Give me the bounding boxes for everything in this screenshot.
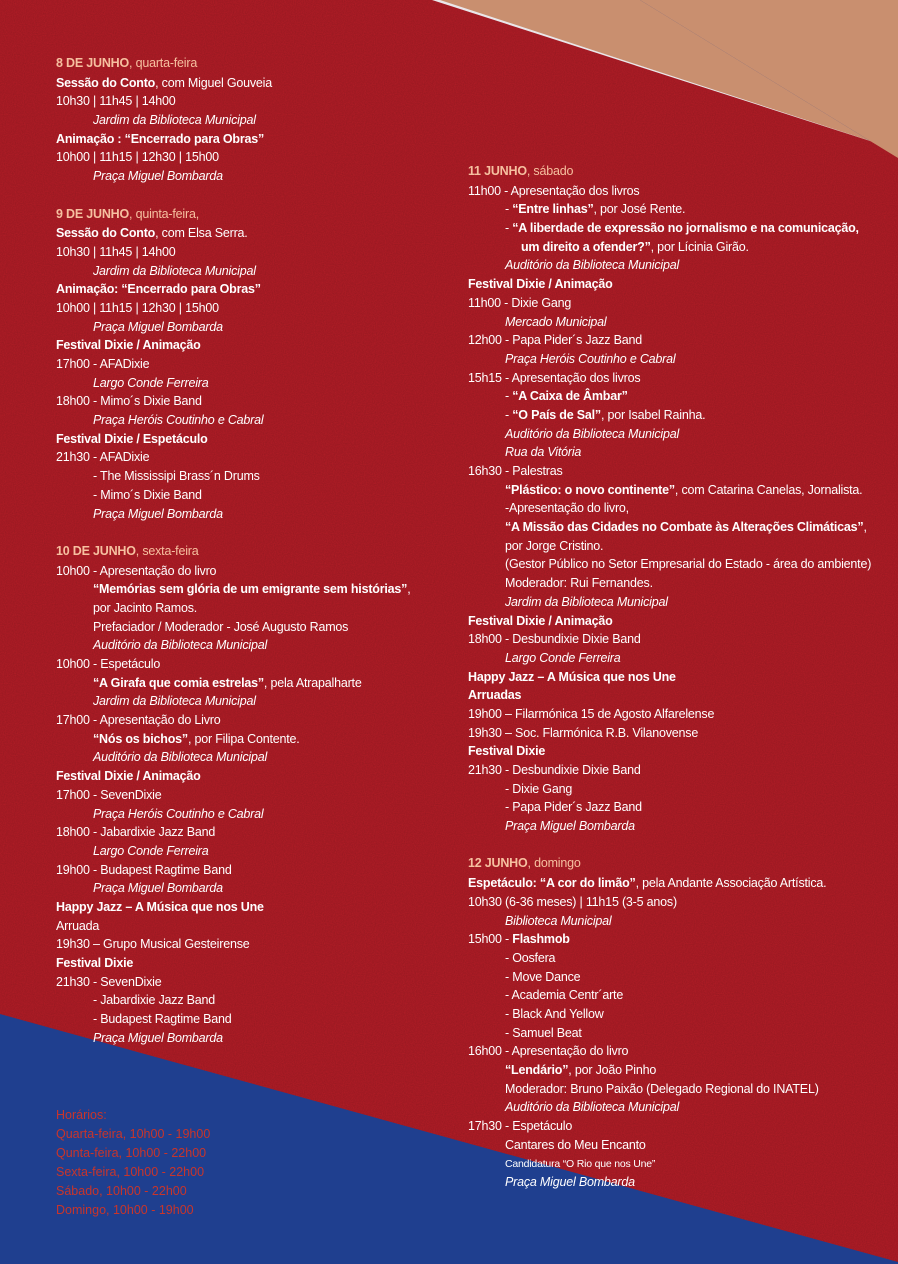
event-text: , bbox=[863, 520, 867, 535]
event-text: 10h00 | 11h15 | 12h30 | 15h00 bbox=[56, 300, 219, 315]
schedule-line bbox=[56, 224, 456, 243]
event-title: Arruadas bbox=[468, 688, 522, 703]
day-date: 10 DE JUNHO bbox=[56, 543, 136, 558]
title-text: “A liberdade de expressão no jornalismo e na comunicação, bbox=[512, 221, 859, 236]
schedule-line bbox=[468, 462, 888, 481]
schedule-line bbox=[468, 798, 888, 817]
schedule-line bbox=[56, 486, 456, 505]
detail-text: por Jorge Cristino. bbox=[505, 538, 604, 553]
event-text: , por João Pinho bbox=[568, 1063, 657, 1077]
event-text: , com Miguel Gouveia bbox=[155, 75, 272, 90]
schedule-line bbox=[468, 238, 888, 257]
schedule-line bbox=[56, 655, 456, 674]
venue-text: Praça Heróis Coutinho e Cabral bbox=[505, 351, 676, 366]
schedule-line bbox=[56, 355, 456, 374]
schedule-line bbox=[56, 467, 456, 486]
day-date: 9 DE JUNHO bbox=[56, 206, 130, 221]
detail-text: Moderador: Bruno Paixão (Delegado Regional do INATEL) bbox=[505, 1081, 819, 1096]
opening-hours bbox=[56, 1106, 210, 1220]
schedule-line bbox=[56, 861, 456, 880]
event-text: 19h30 – Grupo Musical Gesteirense bbox=[56, 937, 250, 952]
schedule-line bbox=[56, 973, 456, 992]
bullet-text: - bbox=[505, 389, 513, 404]
schedule-line bbox=[468, 724, 888, 743]
day-heading bbox=[56, 54, 456, 73]
bullet-text: - bbox=[505, 407, 513, 422]
event-text: 18h00 - Jabardixie Jazz Band bbox=[56, 825, 216, 840]
schedule-line bbox=[468, 331, 888, 350]
schedule-line bbox=[56, 374, 456, 393]
day-heading bbox=[56, 542, 456, 561]
event-text: , por Isabel Rainha. bbox=[600, 407, 706, 422]
venue-text: Praça Heróis Coutinho e Cabral bbox=[93, 806, 264, 821]
day-weekday: , quinta-feira, bbox=[129, 206, 199, 221]
schedule-line bbox=[468, 912, 888, 931]
schedule-line bbox=[468, 369, 888, 388]
schedule-line bbox=[468, 968, 888, 987]
event-title: Sessão do Conto bbox=[56, 75, 156, 90]
event-title: Flashmob bbox=[512, 932, 570, 947]
event-title: Festival Dixie bbox=[56, 956, 134, 970]
schedule-line bbox=[56, 1029, 456, 1048]
schedule-line bbox=[56, 111, 456, 130]
event-title: Festival Dixie / Animação bbox=[56, 769, 201, 784]
event-text: Arruada bbox=[56, 918, 100, 933]
right-column bbox=[468, 162, 888, 1192]
event-title: Festival Dixie bbox=[468, 744, 546, 759]
schedule-line bbox=[468, 742, 888, 761]
venue-text: Praça Miguel Bombarda bbox=[93, 1030, 223, 1045]
title-text: “A Caixa de Âmbar” bbox=[512, 389, 628, 404]
event-text: 10h30 | 11h45 | 14h00 bbox=[56, 94, 176, 109]
detail-text: - Move Dance bbox=[505, 969, 581, 984]
event-text: 11h00 - Apresentação dos livros bbox=[468, 183, 640, 198]
detail-text: - Oosfera bbox=[505, 950, 556, 965]
event-text: , pela Atrapalharte bbox=[263, 675, 362, 690]
event-title: Festival Dixie / Espetáculo bbox=[56, 431, 208, 446]
day-date: 12 JUNHO bbox=[468, 856, 528, 871]
detail-text: - The Mississipi Brass´n Drums bbox=[93, 469, 260, 484]
schedule-line bbox=[468, 1098, 888, 1117]
venue-text: Praça Miguel Bombarda bbox=[505, 1175, 635, 1190]
detail-text: Cantares do Meu Encanto bbox=[505, 1137, 646, 1152]
schedule-line bbox=[468, 387, 888, 406]
venue-text: Largo Conde Ferreira bbox=[93, 375, 209, 390]
schedule-line bbox=[468, 630, 888, 649]
schedule-line bbox=[468, 555, 888, 574]
title-text: “Plástico: o novo continente” bbox=[505, 482, 675, 497]
schedule-line bbox=[56, 262, 456, 281]
schedule-line bbox=[468, 313, 888, 332]
schedule-line bbox=[468, 1005, 888, 1024]
bullet-text: - bbox=[505, 202, 513, 217]
schedule-line bbox=[56, 336, 456, 355]
day-date: 8 DE JUNHO bbox=[56, 56, 130, 70]
event-text: , por Lícinia Girão. bbox=[650, 239, 749, 254]
schedule-line bbox=[56, 842, 456, 861]
event-text: 16h00 - Apresentação do livro bbox=[468, 1044, 629, 1059]
venue-text: Auditório da Biblioteca Municipal bbox=[93, 638, 268, 653]
hours-line: Sábado, 10h00 - 22h00 bbox=[56, 1184, 187, 1198]
schedule-line bbox=[468, 649, 888, 668]
schedule-line bbox=[468, 1042, 888, 1061]
schedule-line bbox=[468, 949, 888, 968]
day-date: 11 JUNHO bbox=[468, 164, 527, 178]
day-heading bbox=[468, 162, 888, 181]
day-weekday: , sexta-feira bbox=[135, 543, 199, 558]
schedule-line bbox=[56, 599, 456, 618]
event-text: 15h15 - Apresentação dos livros bbox=[468, 370, 641, 385]
event-text: 12h00 - Papa Pider´s Jazz Band bbox=[468, 333, 642, 348]
venue-text: Rua da Vitória bbox=[505, 445, 582, 460]
schedule-line bbox=[56, 505, 456, 524]
schedule-line bbox=[56, 318, 456, 337]
venue-text: Praça Miguel Bombarda bbox=[93, 319, 223, 334]
venue-text: Largo Conde Ferreira bbox=[505, 650, 621, 665]
hours-line: Quarta-feira, 10h00 - 19h00 bbox=[56, 1127, 211, 1141]
venue-text: Biblioteca Municipal bbox=[505, 913, 612, 928]
schedule-line bbox=[468, 574, 888, 593]
venue-text: Mercado Municipal bbox=[505, 314, 607, 329]
event-text: , por José Rente. bbox=[593, 202, 686, 217]
schedule-line bbox=[468, 612, 888, 631]
schedule-line bbox=[468, 780, 888, 799]
venue-text: Auditório da Biblioteca Municipal bbox=[505, 426, 680, 441]
detail-text: -Apresentação do livro, bbox=[505, 501, 629, 516]
venue-text: Praça Miguel Bombarda bbox=[93, 881, 223, 896]
day-heading bbox=[56, 205, 456, 224]
event-text: 18h00 - Mimo´s Dixie Band bbox=[56, 394, 202, 409]
event-text: 18h00 - Desbundixie Dixie Band bbox=[468, 632, 641, 647]
detail-text: - Jabardixie Jazz Band bbox=[93, 993, 216, 1008]
event-title: Happy Jazz – A Música que nos Une bbox=[468, 669, 676, 684]
schedule-line bbox=[468, 481, 888, 500]
venue-text: Largo Conde Ferreira bbox=[93, 843, 209, 858]
event-text: , bbox=[407, 582, 411, 597]
venue-text: Auditório da Biblioteca Municipal bbox=[505, 1100, 680, 1115]
schedule-line bbox=[56, 299, 456, 318]
detail-small-text: Candidatura “O Rio que nos Une” bbox=[505, 1158, 656, 1171]
event-text: 15h00 - bbox=[468, 932, 513, 947]
schedule-line bbox=[468, 425, 888, 444]
event-text: , pela Andante Associação Artística. bbox=[635, 876, 827, 891]
schedule-line bbox=[468, 406, 888, 425]
schedule-line bbox=[468, 593, 888, 612]
schedule-line bbox=[56, 786, 456, 805]
schedule-line bbox=[56, 580, 456, 599]
event-text: , com Elsa Serra. bbox=[155, 226, 248, 241]
event-text: 10h30 (6-36 meses) | 11h15 (3-5 anos) bbox=[468, 894, 677, 909]
event-title: Festival Dixie / Animação bbox=[56, 338, 201, 353]
venue-text: Auditório da Biblioteca Municipal bbox=[93, 750, 268, 765]
venue-text: Praça Miguel Bombarda bbox=[93, 506, 223, 521]
detail-text: - Budapest Ragtime Band bbox=[93, 1012, 232, 1027]
schedule-line bbox=[56, 243, 456, 262]
schedule-line bbox=[468, 1154, 888, 1173]
event-text: 10h00 - Espetáculo bbox=[56, 657, 161, 671]
title-text: “A Girafa que comia estrelas” bbox=[93, 675, 264, 690]
schedule-line bbox=[468, 893, 888, 912]
event-text: 21h30 - Desbundixie Dixie Band bbox=[468, 763, 641, 777]
schedule-line bbox=[468, 986, 888, 1005]
day-weekday: , quarta-feira bbox=[129, 56, 198, 70]
schedule-line bbox=[56, 917, 456, 936]
event-text: 10h00 - Apresentação do livro bbox=[56, 563, 217, 578]
schedule-line bbox=[56, 392, 456, 411]
title-text: “O País de Sal” bbox=[512, 407, 601, 422]
event-text: 19h00 – Filarmónica 15 de Agosto Alfarelense bbox=[468, 706, 715, 721]
schedule-line bbox=[56, 636, 456, 655]
event-text: 21h30 - SevenDixie bbox=[56, 974, 162, 989]
event-text: 16h30 - Palestras bbox=[468, 464, 563, 478]
schedule-line bbox=[56, 430, 456, 449]
schedule-line bbox=[56, 805, 456, 824]
schedule-line bbox=[468, 350, 888, 369]
event-text: , por Filipa Contente. bbox=[187, 731, 300, 746]
event-title: Espetáculo: “A cor do limão” bbox=[468, 876, 636, 891]
event-title: Sessão do Conto bbox=[56, 226, 156, 241]
schedule-line bbox=[468, 256, 888, 275]
event-text: 17h00 - AFADixie bbox=[56, 357, 150, 371]
event-text: 21h30 - AFADixie bbox=[56, 450, 150, 465]
title-text: “Nós os bichos” bbox=[93, 731, 188, 746]
detail-text: - Academia Centr´arte bbox=[505, 988, 624, 1003]
schedule-line bbox=[468, 219, 888, 238]
event-title: Animação : “Encerrado para Obras” bbox=[56, 131, 265, 146]
event-text: 10h00 | 11h15 | 12h30 | 15h00 bbox=[56, 150, 219, 165]
detail-text: Moderador: Rui Fernandes. bbox=[505, 576, 653, 591]
detail-text: - Black And Yellow bbox=[505, 1006, 604, 1021]
schedule-line bbox=[56, 74, 456, 93]
venue-text: Jardim da Biblioteca Municipal bbox=[505, 594, 668, 609]
event-title: Happy Jazz – A Música que nos Une bbox=[56, 899, 264, 914]
schedule-line bbox=[56, 991, 456, 1010]
schedule-line bbox=[56, 823, 456, 842]
schedule-line bbox=[468, 930, 888, 949]
title-text: um direito a ofender?” bbox=[521, 239, 651, 254]
event-text: 19h30 – Soc. Flarmónica R.B. Vilanovense bbox=[468, 725, 699, 740]
schedule-line bbox=[56, 448, 456, 467]
schedule-line bbox=[56, 411, 456, 430]
day-weekday: , sábado bbox=[526, 164, 574, 178]
schedule-line bbox=[56, 130, 456, 149]
title-text: “Memórias sem glória de um emigrante sem histórias” bbox=[93, 582, 408, 597]
schedule-line bbox=[468, 1136, 888, 1155]
event-text: , com Catarina Canelas, Jornalista. bbox=[674, 482, 863, 497]
schedule-line bbox=[56, 674, 456, 693]
event-text: 17h00 - Apresentação do Livro bbox=[56, 713, 221, 728]
schedule-line bbox=[468, 761, 888, 780]
venue-text: Jardim da Biblioteca Municipal bbox=[93, 694, 256, 709]
schedule-line bbox=[56, 92, 456, 111]
hours-title: Horários: bbox=[56, 1108, 107, 1122]
left-column bbox=[56, 54, 456, 1047]
venue-text: Praça Heróis Coutinho e Cabral bbox=[93, 413, 264, 428]
venue-text: Praça Miguel Bombarda bbox=[505, 819, 635, 834]
schedule-line bbox=[468, 1173, 888, 1192]
detail-text: por Jacinto Ramos. bbox=[93, 600, 198, 615]
event-text: 11h00 - Dixie Gang bbox=[468, 295, 572, 310]
schedule-line bbox=[56, 954, 456, 973]
venue-text: Jardim da Biblioteca Municipal bbox=[93, 113, 256, 128]
schedule-line bbox=[56, 898, 456, 917]
day-weekday: , domingo bbox=[527, 856, 581, 871]
schedule-line bbox=[468, 686, 888, 705]
schedule-line bbox=[468, 200, 888, 219]
event-title: Festival Dixie / Animação bbox=[468, 277, 613, 292]
event-title: Animação: “Encerrado para Obras” bbox=[56, 282, 261, 297]
detail-text: - Papa Pider´s Jazz Band bbox=[505, 800, 642, 815]
schedule-line bbox=[56, 1010, 456, 1029]
schedule-line bbox=[56, 148, 456, 167]
hours-line: Qunta-feira, 10h00 - 22h00 bbox=[56, 1146, 207, 1160]
schedule-line bbox=[56, 562, 456, 581]
bullet-text: - bbox=[505, 221, 513, 236]
schedule-line bbox=[468, 817, 888, 836]
event-text: 19h00 - Budapest Ragtime Band bbox=[56, 862, 232, 877]
schedule-line bbox=[56, 767, 456, 786]
schedule-line bbox=[468, 668, 888, 687]
detail-text: - Dixie Gang bbox=[505, 781, 573, 796]
schedule-line bbox=[56, 711, 456, 730]
schedule-line bbox=[468, 443, 888, 462]
schedule-line bbox=[468, 1117, 888, 1136]
schedule-line bbox=[468, 499, 888, 518]
schedule-line bbox=[468, 518, 888, 537]
schedule-line bbox=[56, 748, 456, 767]
schedule-line bbox=[56, 879, 456, 898]
event-text: 17h00 - SevenDixie bbox=[56, 787, 162, 802]
detail-text: - Mimo´s Dixie Band bbox=[93, 487, 202, 502]
schedule-line bbox=[468, 1061, 888, 1080]
venue-text: Jardim da Biblioteca Municipal bbox=[93, 263, 256, 278]
schedule-line bbox=[56, 730, 456, 749]
title-text: “Lendário” bbox=[505, 1063, 569, 1077]
schedule-line bbox=[468, 182, 888, 201]
detail-text: Prefaciador / Moderador - José Augusto Ramos bbox=[93, 619, 349, 634]
schedule-line bbox=[56, 280, 456, 299]
schedule-line bbox=[56, 167, 456, 186]
venue-text: Praça Miguel Bombarda bbox=[93, 169, 223, 184]
schedule-line bbox=[468, 1080, 888, 1099]
schedule-line bbox=[468, 874, 888, 893]
hours-line: Sexta-feira, 10h00 - 22h00 bbox=[56, 1165, 205, 1179]
schedule-line bbox=[468, 537, 888, 556]
schedule-line bbox=[468, 294, 888, 313]
detail-text: (Gestor Público no Setor Empresarial do Estado - área do ambiente) bbox=[505, 557, 872, 572]
schedule-line bbox=[468, 1024, 888, 1043]
schedule-line bbox=[56, 618, 456, 637]
schedule-line bbox=[56, 692, 456, 711]
detail-text: - Samuel Beat bbox=[505, 1025, 582, 1040]
day-heading bbox=[468, 854, 888, 873]
event-title: Festival Dixie / Animação bbox=[468, 613, 613, 628]
hours-line: Domingo, 10h00 - 19h00 bbox=[56, 1203, 194, 1217]
title-text: “A Missão das Cidades no Combate às Alterações Climáticas” bbox=[505, 520, 864, 535]
schedule-line bbox=[468, 275, 888, 294]
event-text: 10h30 | 11h45 | 14h00 bbox=[56, 244, 176, 259]
title-text: “Entre linhas” bbox=[512, 202, 594, 217]
schedule-line bbox=[468, 705, 888, 724]
event-text: 17h30 - Espetáculo bbox=[468, 1119, 573, 1134]
venue-text: Auditório da Biblioteca Municipal bbox=[505, 258, 680, 273]
schedule-line bbox=[56, 935, 456, 954]
